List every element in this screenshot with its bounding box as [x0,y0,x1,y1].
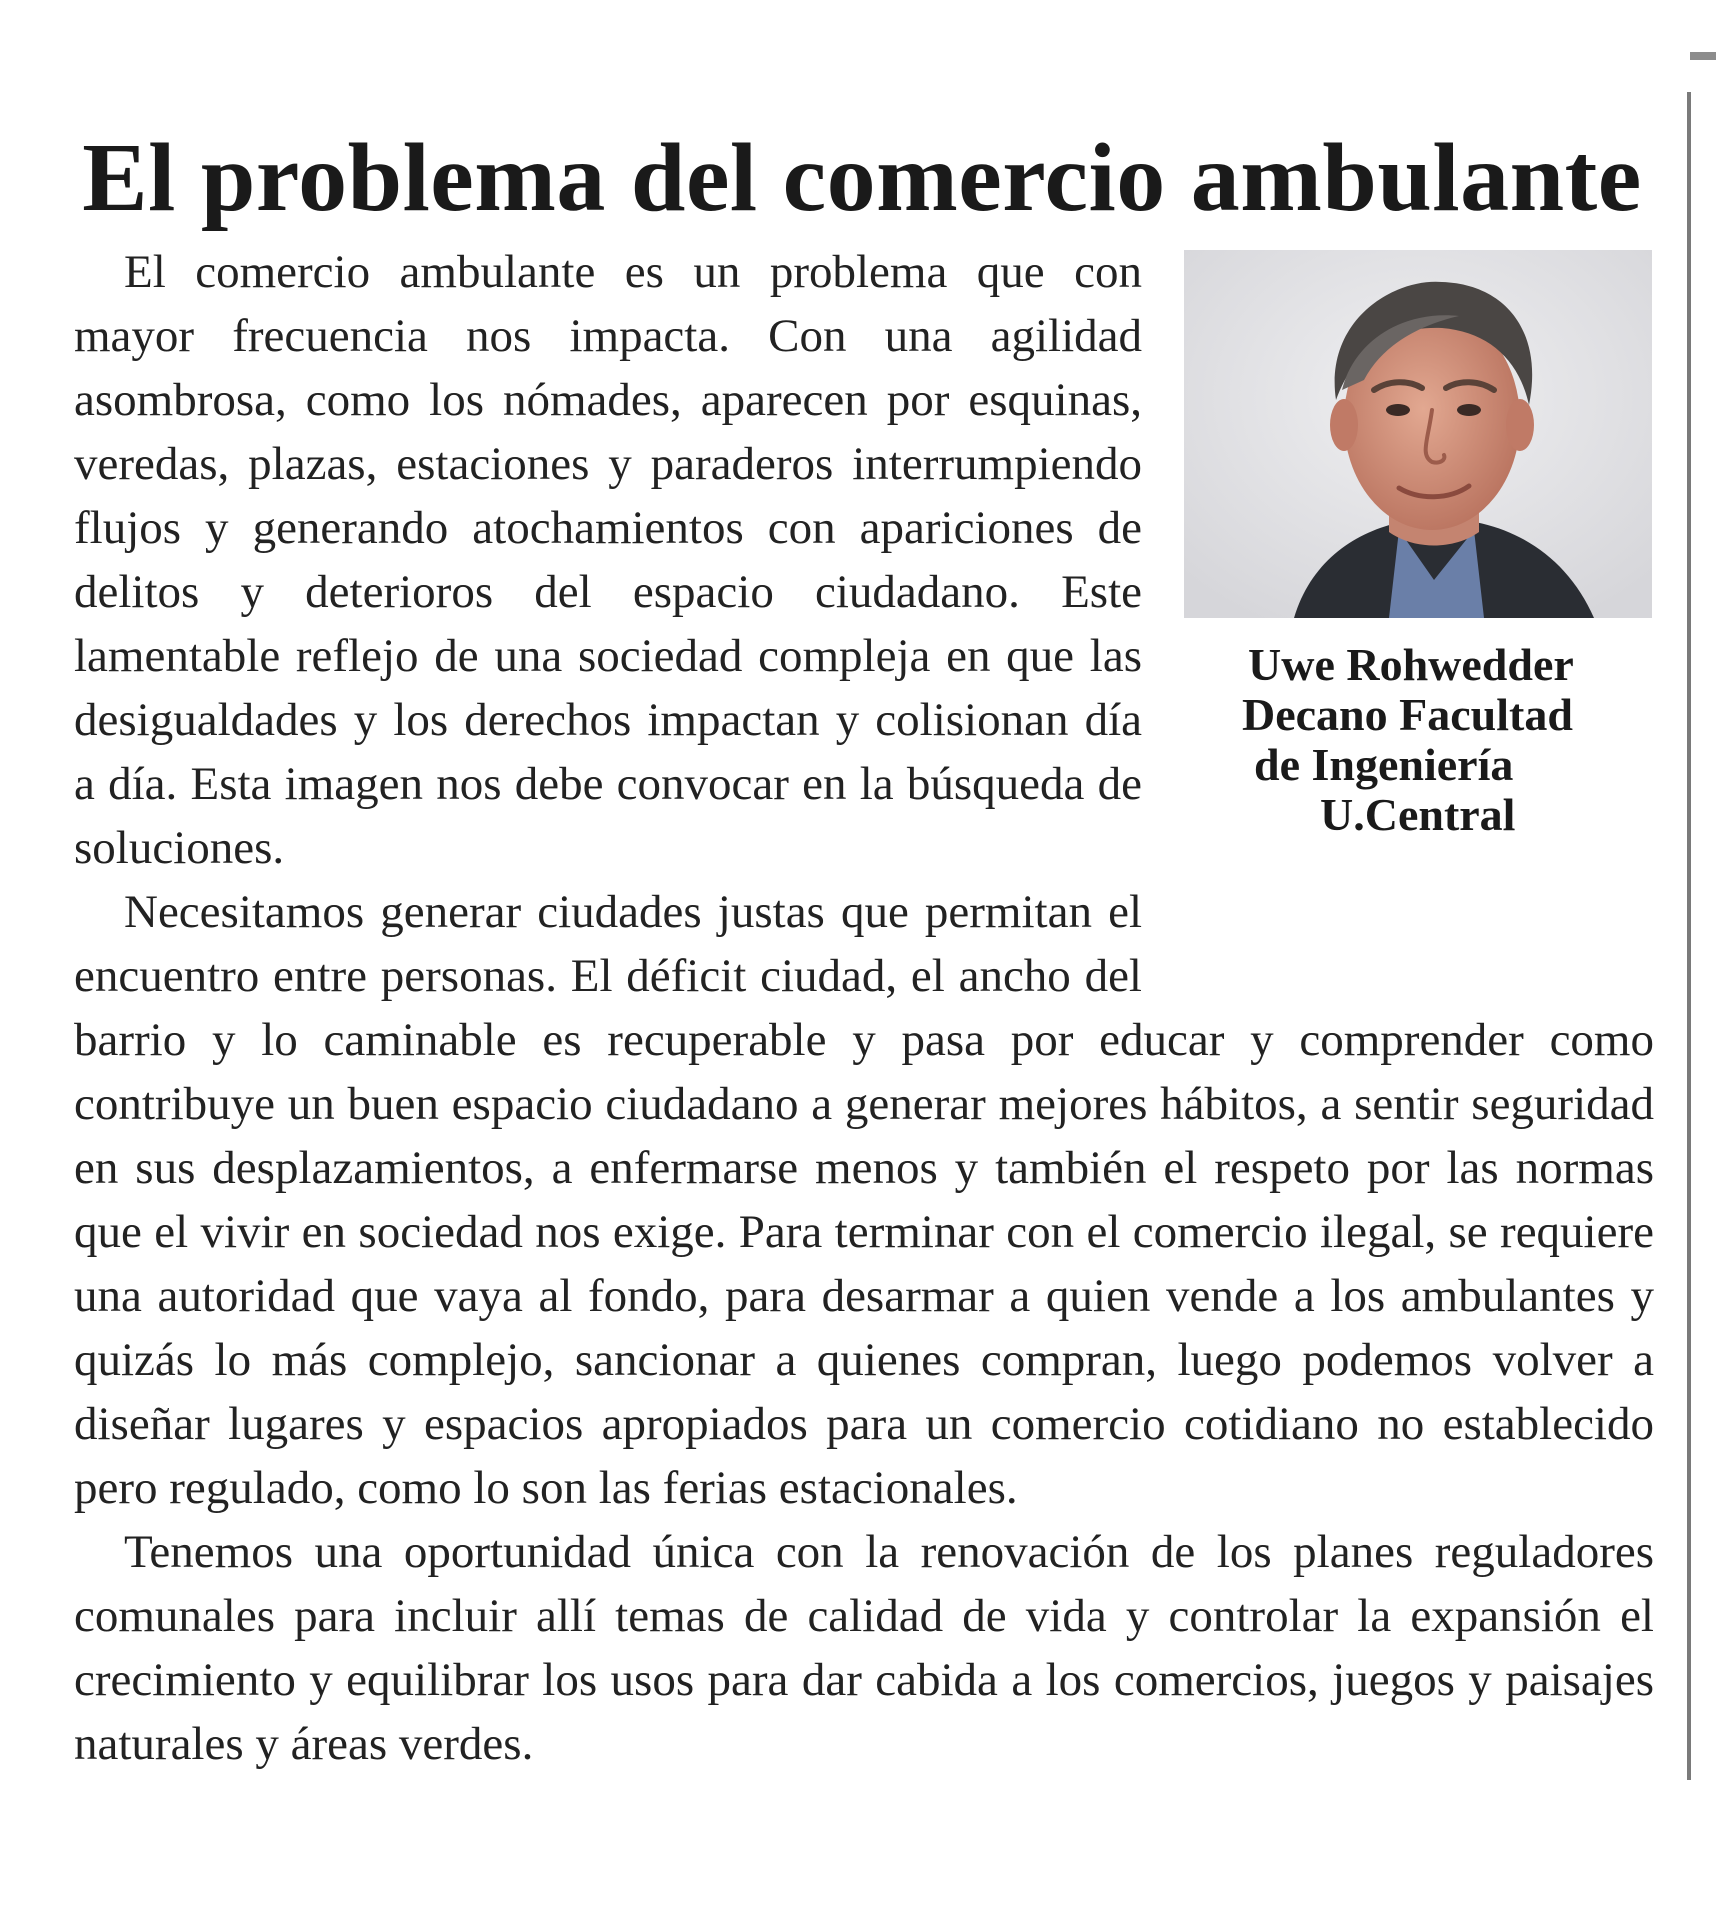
article-paragraph-3: Tenemos una oportunidad única con la renovación de los planes reguladores comunales para incluir allí temas de calidad de vida y controlar la expansión el crecimiento y equilibrar los usos para dar cabida a los comercios, juegos y paisajes naturales y áreas verdes. [74,1526,1654,1770]
article-paragraph-1: El comercio ambulante es un problema que con mayor frecuencia nos impacta. Con una agilidad asombrosa, como los nómades, aparecen por esquinas, veredas, plazas, estaciones y paraderos interrumpiendo flujos y generando atochamientos con apariciones de delitos y deterioros del espacio ciudadano. Este lamentable reflejo de una sociedad compleja en que las desigualdades y los derechos impactan y colisionan día a día. Esta imagen nos debe convocar en la búsqueda de soluciones. [74,246,1142,874]
author-caption [1184,640,1652,840]
article-body [74,240,1654,1776]
author-box [1164,250,1654,996]
column-rule [1687,92,1691,1780]
page-corner-mark [1690,52,1716,60]
author-portrait-icon [1184,250,1652,618]
author-role-line-2: de Ingeniería [1254,739,1514,790]
author-photo [1184,250,1652,618]
author-role-line-1: Decano Facultad [1242,689,1573,740]
author-role-line-3: U.Central [1320,789,1516,840]
author-name: Uwe Rohwedder [1248,639,1574,690]
article-paragraph-2: Necesitamos generar ciudades justas que permitan el encuentro entre personas. El déficit ciudad, el ancho del barrio y lo caminable es recuperable y pasa por educar y comprender como contribuye un buen espacio ciudadano a generar mejores hábitos, a sentir seguridad en sus desplazamientos, a enfermarse menos y también el respeto por las normas que el vivir en sociedad nos exige. Para terminar con el comercio ilegal, se requiere una autoridad que vaya al fondo, para desarmar a quien vende a los ambulantes y quizás lo más complejo, sancionar a quienes compran, luego podemos volver a diseñar lugares y espacios apropiados para un comercio cotidiano no establecido pero regulado, como lo son las ferias estacionales. [74,886,1654,1514]
article-headline: El problema del comercio ambulante [82,124,1642,232]
